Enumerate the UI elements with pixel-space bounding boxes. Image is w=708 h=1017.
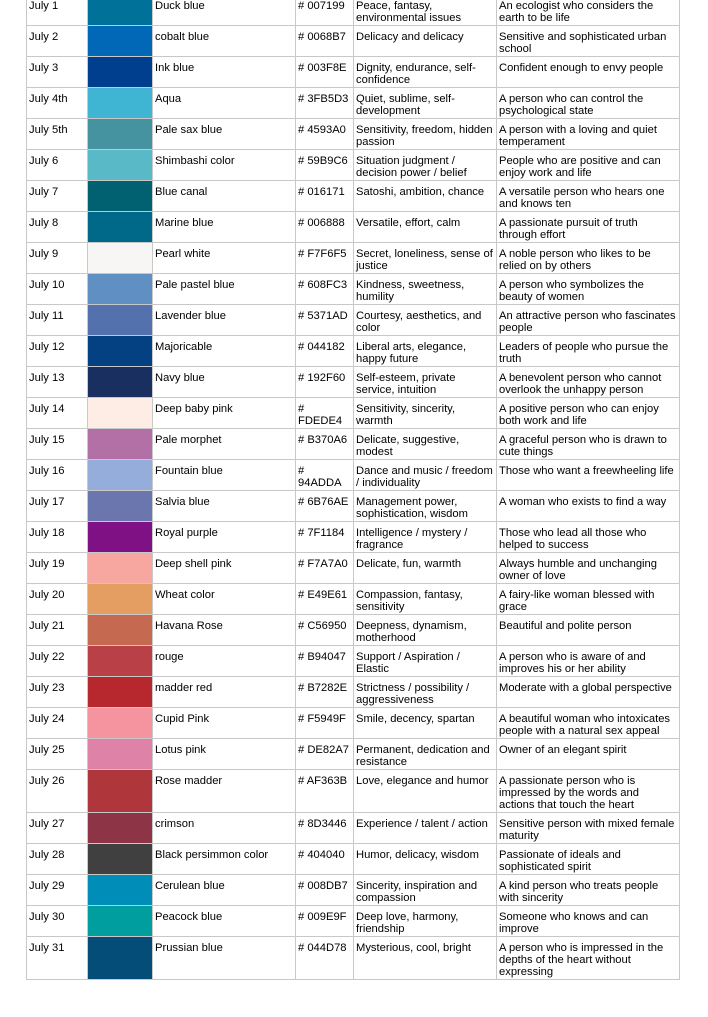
table-row — [27, 906, 680, 937]
meaning-cell: Love, elegance and humor — [354, 770, 497, 813]
color-name-cell: Royal purple — [153, 522, 296, 553]
date-cell: July 14 — [27, 398, 88, 429]
color-name-cell: Pale morphet — [153, 429, 296, 460]
table-row — [27, 646, 680, 677]
hex-code-cell: # C56950 — [296, 615, 354, 646]
date-cell: July 11 — [27, 305, 88, 336]
color-swatch — [88, 584, 153, 615]
personality-cell: Someone who knows and can improve — [497, 906, 680, 937]
color-swatch — [88, 646, 153, 677]
hex-code-cell: # F7F6F5 — [296, 243, 354, 274]
color-swatch — [88, 770, 153, 813]
date-cell: July 22 — [27, 646, 88, 677]
hex-code-cell: # 008DB7 — [296, 875, 354, 906]
color-swatch — [88, 491, 153, 522]
personality-cell: Passionate of ideals and sophisticated spirit — [497, 844, 680, 875]
color-name-cell: Fountain blue — [153, 460, 296, 491]
meaning-cell: Smile, decency, spartan — [354, 708, 497, 739]
table-row — [27, 274, 680, 305]
hex-code-cell: # F5949F — [296, 708, 354, 739]
meaning-cell: Sincerity, inspiration and compassion — [354, 875, 497, 906]
date-cell: July 28 — [27, 844, 88, 875]
hex-code-cell: # 608FC3 — [296, 274, 354, 305]
personality-cell: Always humble and unchanging owner of love — [497, 553, 680, 584]
personality-cell: A benevolent person who cannot overlook the unhappy person — [497, 367, 680, 398]
date-cell: July 2 — [27, 26, 88, 57]
color-swatch — [88, 398, 153, 429]
hex-code-cell: # 6B76AE — [296, 491, 354, 522]
date-cell: July 23 — [27, 677, 88, 708]
table-row — [27, 615, 680, 646]
color-swatch — [88, 305, 153, 336]
personality-cell: Confident enough to envy people — [497, 57, 680, 88]
date-cell: July 25 — [27, 739, 88, 770]
personality-cell: A kind person who treats people with sincerity — [497, 875, 680, 906]
color-swatch — [88, 57, 153, 88]
table-row — [27, 770, 680, 813]
date-cell: July 18 — [27, 522, 88, 553]
date-cell: July 19 — [27, 553, 88, 584]
color-name-cell: Lotus pink — [153, 739, 296, 770]
date-cell: July 26 — [27, 770, 88, 813]
meaning-cell: Intelligence / mystery / fragrance — [354, 522, 497, 553]
hex-code-cell: # 404040 — [296, 844, 354, 875]
date-cell: July 30 — [27, 906, 88, 937]
meaning-cell: Support / Aspiration / Elastic — [354, 646, 497, 677]
color-swatch — [88, 336, 153, 367]
meaning-cell: Satoshi, ambition, chance — [354, 181, 497, 212]
color-name-cell: Wheat color — [153, 584, 296, 615]
color-name-cell: Duck blue — [153, 0, 296, 26]
hex-code-cell: # 8D3446 — [296, 813, 354, 844]
personality-cell: A fairy-like woman blessed with grace — [497, 584, 680, 615]
table-row — [27, 0, 680, 26]
color-swatch — [88, 844, 153, 875]
table-row — [27, 491, 680, 522]
meaning-cell: Dignity, endurance, self-confidence — [354, 57, 497, 88]
personality-cell: A beautiful woman who intoxicates people with a natural sex appeal — [497, 708, 680, 739]
color-name-cell: Prussian blue — [153, 937, 296, 980]
personality-cell: A person who is impressed in the depths of the heart without expressing — [497, 937, 680, 980]
date-cell: July 27 — [27, 813, 88, 844]
date-cell: July 31 — [27, 937, 88, 980]
color-name-cell: Aqua — [153, 88, 296, 119]
color-swatch — [88, 119, 153, 150]
date-cell: July 8 — [27, 212, 88, 243]
color-name-cell: Pale pastel blue — [153, 274, 296, 305]
personality-cell: Sensitive person with mixed female maturity — [497, 813, 680, 844]
table-row — [27, 150, 680, 181]
color-name-cell: Deep baby pink — [153, 398, 296, 429]
personality-cell: A person with a loving and quiet temperament — [497, 119, 680, 150]
color-swatch — [88, 0, 153, 26]
personality-cell: A noble person who likes to be relied on by others — [497, 243, 680, 274]
color-name-cell: Salvia blue — [153, 491, 296, 522]
personality-cell: An ecologist who considers the earth to be life — [497, 0, 680, 26]
personality-cell: A passionate person who is impressed by the words and actions that touch the heart — [497, 770, 680, 813]
hex-code-cell: # 007199 — [296, 0, 354, 26]
date-cell: July 4th — [27, 88, 88, 119]
color-swatch — [88, 522, 153, 553]
hex-code-cell: # 044D78 — [296, 937, 354, 980]
table-row — [27, 813, 680, 844]
meaning-cell: Compassion, fantasy, sensitivity — [354, 584, 497, 615]
hex-code-cell: # B7282E — [296, 677, 354, 708]
color-swatch — [88, 26, 153, 57]
table-row — [27, 305, 680, 336]
table-row — [27, 677, 680, 708]
hex-code-cell: # 0068B7 — [296, 26, 354, 57]
date-cell: July 21 — [27, 615, 88, 646]
meaning-cell: Kindness, sweetness, humility — [354, 274, 497, 305]
color-name-cell: Blue canal — [153, 181, 296, 212]
meaning-cell: Delicate, fun, warmth — [354, 553, 497, 584]
color-swatch — [88, 429, 153, 460]
hex-code-cell: # AF363B — [296, 770, 354, 813]
color-swatch — [88, 813, 153, 844]
color-swatch — [88, 181, 153, 212]
meaning-cell: Delicacy and delicacy — [354, 26, 497, 57]
color-name-cell: Lavender blue — [153, 305, 296, 336]
date-cell: July 10 — [27, 274, 88, 305]
color-name-cell: crimson — [153, 813, 296, 844]
meaning-cell: Self-esteem, private service, intuition — [354, 367, 497, 398]
hex-code-cell: # 009E9F — [296, 906, 354, 937]
color-name-cell: rouge — [153, 646, 296, 677]
table-row — [27, 553, 680, 584]
hex-code-cell: # 4593A0 — [296, 119, 354, 150]
meaning-cell: Delicate, suggestive, modest — [354, 429, 497, 460]
date-cell: July 29 — [27, 875, 88, 906]
personality-cell: Beautiful and polite person — [497, 615, 680, 646]
table-row — [27, 243, 680, 274]
hex-code-cell: # B370A6 — [296, 429, 354, 460]
hex-code-cell: # DE82A7 — [296, 739, 354, 770]
color-swatch — [88, 906, 153, 937]
date-cell: July 5th — [27, 119, 88, 150]
personality-cell: A graceful person who is drawn to cute things — [497, 429, 680, 460]
color-name-cell: Peacock blue — [153, 906, 296, 937]
table-row — [27, 708, 680, 739]
color-name-cell: Black persimmon color — [153, 844, 296, 875]
color-swatch — [88, 739, 153, 770]
hex-code-cell: # 5371AD — [296, 305, 354, 336]
personality-cell: People who are positive and can enjoy work and life — [497, 150, 680, 181]
color-name-cell: Ink blue — [153, 57, 296, 88]
date-cell: July 3 — [27, 57, 88, 88]
personality-cell: Moderate with a global perspective — [497, 677, 680, 708]
hex-code-cell: # B94047 — [296, 646, 354, 677]
color-swatch — [88, 460, 153, 491]
table-row — [27, 429, 680, 460]
meaning-cell: Management power, sophistication, wisdom — [354, 491, 497, 522]
hex-code-cell: # 59B9C6 — [296, 150, 354, 181]
color-name-cell: Havana Rose — [153, 615, 296, 646]
table-row — [27, 336, 680, 367]
color-swatch — [88, 677, 153, 708]
table-row — [27, 522, 680, 553]
table-row — [27, 212, 680, 243]
meaning-cell: Strictness / possibility / aggressiveness — [354, 677, 497, 708]
color-swatch — [88, 367, 153, 398]
birthday-color-table — [26, 0, 680, 980]
color-swatch — [88, 937, 153, 980]
meaning-cell: Situation judgment / decision power / belief — [354, 150, 497, 181]
hex-code-cell: # 044182 — [296, 336, 354, 367]
hex-code-cell: # 94ADDA — [296, 460, 354, 491]
table-row — [27, 739, 680, 770]
date-cell: July 12 — [27, 336, 88, 367]
personality-cell: Leaders of people who pursue the truth — [497, 336, 680, 367]
color-name-cell: Navy blue — [153, 367, 296, 398]
meaning-cell: Peace, fantasy, environmental issues — [354, 0, 497, 26]
color-name-cell: Pearl white — [153, 243, 296, 274]
personality-cell: A positive person who can enjoy both work and life — [497, 398, 680, 429]
meaning-cell: Quiet, sublime, self-development — [354, 88, 497, 119]
personality-cell: A woman who exists to find a way — [497, 491, 680, 522]
hex-code-cell: # 7F1184 — [296, 522, 354, 553]
meaning-cell: Sensitivity, sincerity, warmth — [354, 398, 497, 429]
date-cell: July 17 — [27, 491, 88, 522]
personality-cell: Those who lead all those who helped to success — [497, 522, 680, 553]
meaning-cell: Humor, delicacy, wisdom — [354, 844, 497, 875]
color-name-cell: Marine blue — [153, 212, 296, 243]
table-row — [27, 398, 680, 429]
table-row — [27, 181, 680, 212]
color-name-cell: Deep shell pink — [153, 553, 296, 584]
color-name-cell: cobalt blue — [153, 26, 296, 57]
hex-code-cell: # 192F60 — [296, 367, 354, 398]
table-row — [27, 57, 680, 88]
table-row — [27, 875, 680, 906]
meaning-cell: Mysterious, cool, bright — [354, 937, 497, 980]
color-swatch — [88, 708, 153, 739]
personality-cell: A person who is aware of and improves his or her ability — [497, 646, 680, 677]
hex-code-cell: # E49E61 — [296, 584, 354, 615]
color-swatch — [88, 615, 153, 646]
personality-cell: A versatile person who hears one and knows ten — [497, 181, 680, 212]
color-swatch — [88, 243, 153, 274]
hex-code-cell: # FDEDE4 — [296, 398, 354, 429]
date-cell: July 13 — [27, 367, 88, 398]
color-name-cell: madder red — [153, 677, 296, 708]
color-swatch — [88, 553, 153, 584]
table-body — [27, 0, 680, 980]
personality-cell: An attractive person who fascinates people — [497, 305, 680, 336]
color-swatch — [88, 88, 153, 119]
color-swatch — [88, 150, 153, 181]
meaning-cell: Permanent, dedication and resistance — [354, 739, 497, 770]
personality-cell: Owner of an elegant spirit — [497, 739, 680, 770]
meaning-cell: Secret, loneliness, sense of justice — [354, 243, 497, 274]
table-row — [27, 26, 680, 57]
meaning-cell: Liberal arts, elegance, happy future — [354, 336, 497, 367]
table-row — [27, 119, 680, 150]
date-cell: July 15 — [27, 429, 88, 460]
color-name-cell: Shimbashi color — [153, 150, 296, 181]
hex-code-cell: # 003F8E — [296, 57, 354, 88]
hex-code-cell: # 006888 — [296, 212, 354, 243]
hex-code-cell: # 016171 — [296, 181, 354, 212]
table-row — [27, 584, 680, 615]
meaning-cell: Versatile, effort, calm — [354, 212, 497, 243]
meaning-cell: Experience / talent / action — [354, 813, 497, 844]
table-row — [27, 88, 680, 119]
meaning-cell: Courtesy, aesthetics, and color — [354, 305, 497, 336]
meaning-cell: Deep love, harmony, friendship — [354, 906, 497, 937]
date-cell: July 16 — [27, 460, 88, 491]
personality-cell: A passionate pursuit of truth through effort — [497, 212, 680, 243]
personality-cell: A person who can control the psychological state — [497, 88, 680, 119]
meaning-cell: Deepness, dynamism, motherhood — [354, 615, 497, 646]
meaning-cell: Sensitivity, freedom, hidden passion — [354, 119, 497, 150]
hex-code-cell: # F7A7A0 — [296, 553, 354, 584]
date-cell: July 20 — [27, 584, 88, 615]
table-row — [27, 460, 680, 491]
personality-cell: Sensitive and sophisticated urban school — [497, 26, 680, 57]
color-swatch — [88, 274, 153, 305]
date-cell: July 7 — [27, 181, 88, 212]
personality-cell: A person who symbolizes the beauty of women — [497, 274, 680, 305]
date-cell: July 6 — [27, 150, 88, 181]
meaning-cell: Dance and music / freedom / individuality — [354, 460, 497, 491]
hex-code-cell: # 3FB5D3 — [296, 88, 354, 119]
color-name-cell: Pale sax blue — [153, 119, 296, 150]
color-name-cell: Majoricable — [153, 336, 296, 367]
table-row — [27, 844, 680, 875]
color-name-cell: Cerulean blue — [153, 875, 296, 906]
table-row — [27, 367, 680, 398]
personality-cell: Those who want a freewheeling life — [497, 460, 680, 491]
date-cell: July 9 — [27, 243, 88, 274]
color-swatch — [88, 875, 153, 906]
date-cell: July 1 — [27, 0, 88, 26]
color-name-cell: Rose madder — [153, 770, 296, 813]
color-swatch — [88, 212, 153, 243]
date-cell: July 24 — [27, 708, 88, 739]
table-row — [27, 937, 680, 980]
color-name-cell: Cupid Pink — [153, 708, 296, 739]
